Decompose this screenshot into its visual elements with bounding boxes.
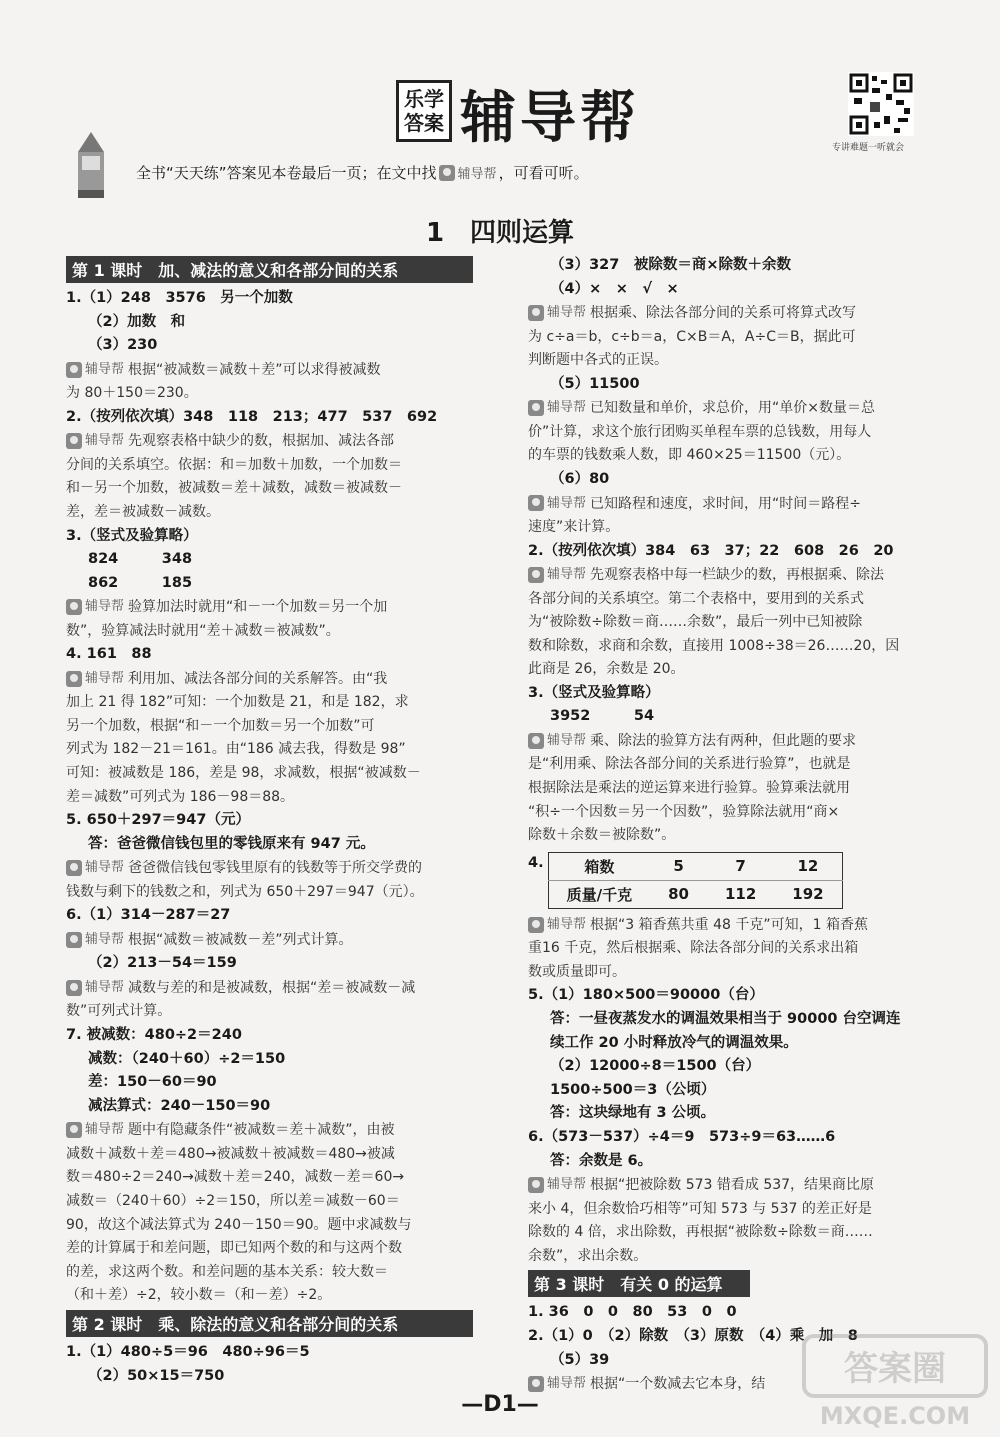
svg-text:MXQE.COM: MXQE.COM [819,1402,971,1430]
line-text: 减数与差的和是被减数，根据“差＝被减数－减 [128,979,416,996]
helper-badge-label: 辅导帮 [547,1177,587,1193]
helper-badge[interactable] [439,163,497,182]
notice [136,162,589,183]
line-text: 3.（竖式及验算略） [66,527,198,544]
line-text: 为 c÷a＝b，c÷b＝a，C×B＝A，A÷C＝B，据此可 [528,328,856,345]
helper-explanation-line [66,1000,501,1024]
line-text: （6）80 [550,470,610,487]
answer-line [66,1341,501,1365]
answer-line [528,278,958,302]
answer-line [66,809,501,833]
helper-explanation-line [528,1245,958,1269]
line-text: 根据“3 箱香蕉共重 48 千克”可知，1 箱香蕉 [590,916,868,933]
line-text: 余数”，求出余数。 [528,1247,648,1264]
answer-line [528,705,958,729]
line-text: 数和除数，求商和余数，直接用 1008÷38＝26……20，因 [528,637,900,654]
helper-explanation-line [528,937,958,961]
helper-explanation-line [66,1261,501,1285]
answer-line [66,548,501,572]
line-text: 分间的关系填空。依据：和＝加数＋加数，一个加数＝ [66,456,402,473]
chapter-title: 1 四则运算 [425,218,575,248]
helper-explanation-line [66,1190,501,1214]
answer-list [66,287,501,1308]
helper-explanation-line [528,913,958,937]
line-text: 6.（573－537）÷4＝9 573÷9＝63……6 [528,1128,836,1145]
headphone-icon [66,1122,82,1138]
line-text: 先观察表格中每一栏缺少的数，再根据乘、除法 [590,566,885,583]
helper-explanation-line [528,563,958,587]
helper-explanation-line [528,326,958,350]
helper-explanation-line [528,396,958,420]
line-text: 除数的 4 倍，求出除数，再根据“被除数÷除数＝商…… [528,1224,873,1241]
answer-line [66,952,501,976]
helper-badge-label: 辅导帮 [85,980,125,995]
line-text: （4）× × √ × [550,280,679,297]
headphone-icon [528,400,544,416]
answer-list [66,1341,501,1388]
line-text: 的车票的钱数乘人数，即 460×25＝11500（元）。 [528,447,851,464]
helper-badge-label: 辅导帮 [547,916,587,932]
line-text: 5. 650＋297＝947（元） [66,812,250,829]
helper-explanation-line [66,928,501,952]
line-text: 824 348 [88,551,193,568]
helper-explanation-line [66,856,501,880]
helper-badge[interactable] [66,928,124,952]
answer-table [548,852,843,909]
helper-explanation-line [528,1173,958,1197]
line-text: 90，故这个减法算式为 240－150＝90。题中求减数与 [66,1216,412,1233]
line-text: 差：150－60＝90 [88,1074,217,1091]
line-text: 数或质量即可。 [528,963,626,980]
line-text: 1.（1）480÷5＝96 480÷96＝5 [66,1343,310,1360]
helper-explanation-line [528,444,958,468]
pencil-icon [70,132,112,200]
answer-line [66,572,501,596]
line-text: 根据“把被除数 573 错看成 537，结果商比原 [590,1176,875,1193]
helper-explanation-line [66,1214,501,1238]
headphone-icon [528,917,544,933]
helper-explanation-line [528,421,958,445]
right-column [528,254,958,1397]
qr-caption: 专讲难题一听就会 [832,143,905,153]
line-text: 已知数量和单价，求总价，用“单价×数量＝总 [590,400,875,417]
table-cell: 12 [774,852,842,880]
helper-explanation-line [528,777,958,801]
logo-badge-top: 乐学 [404,87,444,111]
line-text: 列式为 182－21＝161。由“186 减去我，得数是 98” [66,741,406,758]
line-text: 答：这块绿地有 3 公顷。 [550,1105,716,1122]
answer-line [528,254,958,278]
helper-badge-label: 辅导帮 [547,733,587,749]
headphone-icon [66,980,82,996]
helper-explanation-line [528,658,958,682]
line-text: （3）327 被除数＝商×除数＋余数 [550,257,792,273]
line-text: 另一个加数，根据“和－一个加数＝另一个加数”可 [66,717,375,734]
helper-badge-label: 辅导帮 [547,1376,587,1392]
logo-badge-bottom: 答案 [404,111,444,135]
line-text: （2）加数 和 [88,313,186,330]
question-4 [528,852,958,909]
line-text: 根据乘、除法各部分间的关系可将算式改写 [590,304,857,321]
helper-explanation-line [66,454,501,478]
line-text: 为“被除数÷除数＝商……余数”，最后一列中已知被除 [528,614,863,631]
helper-explanation-line [528,1221,958,1245]
helper-explanation-line [528,729,958,753]
helper-badge-label: 辅导帮 [457,167,497,182]
table-cell: 箱数 [548,852,650,880]
line-text: （和＋差）÷2，较小数＝（和－差）÷2。 [66,1287,332,1304]
answer-line [66,1095,501,1119]
page-title: 辅导帮 [460,86,640,151]
line-text: “积÷一个因数＝另一个因数”，验算除法就用“商× [528,803,840,820]
helper-explanation-line [66,881,501,905]
answer-line [66,1365,501,1389]
helper-explanation-line [528,588,958,612]
qr-code-icon[interactable] [848,72,914,136]
table-cell: 质量/千克 [566,885,633,904]
answer-line [528,1055,958,1079]
answer-list [528,254,958,848]
line-text: 减数＋减数＋差＝480→被减数＋被减数＝480→被减 [66,1145,395,1162]
helper-badge[interactable] [528,1173,586,1197]
line-text: 2.（1）0 （2）除数 （3）原数 （4）乘 加 8 [528,1327,858,1344]
line-text: 先观察表格中缺少的数，根据加、减法各部 [128,433,395,450]
line-text: 数＝480÷2＝240→减数＋差＝240，减数－差＝60→ [66,1169,405,1186]
helper-badge-label: 辅导帮 [85,361,125,377]
line-text: （3）230 [88,337,158,354]
helper-badge[interactable] [66,595,124,619]
table-row [548,852,842,880]
helper-badge[interactable] [528,301,586,325]
answer-line [528,1008,958,1032]
helper-badge-label: 辅导帮 [85,1122,125,1138]
line-text: 根据“被减数＝减数＋差”可以求得被减数 [128,361,381,378]
line-text: 差的计算属于和差问题，即已知两个数的和与这两个数 [66,1240,402,1257]
helper-explanation-line [66,1284,501,1308]
line-text: 利用加、减法各部分间的关系解答。由“我 [128,670,388,687]
line-text: 1500÷500＝3（公顷） [550,1081,716,1098]
helper-explanation-line [66,691,501,715]
line-text: 是“利用乘、除法各部分间的关系进行验算”，也就是 [528,756,851,773]
headphone-icon [66,362,82,378]
table-row [548,880,842,908]
helper-explanation-line [528,824,958,848]
line-text: （5）11500 [550,375,640,392]
helper-badge-label: 辅导帮 [547,305,587,321]
line-text: 1. 36 0 0 80 53 0 0 [528,1304,737,1321]
line-text: 答：爸爸微信钱包里的零钱原来有 947 元。 [88,835,375,852]
answer-line [66,1048,501,1072]
answer-line [528,1102,958,1126]
helper-explanation-line [66,477,501,501]
helper-badge[interactable] [528,396,586,420]
helper-badge[interactable] [528,563,586,587]
logo-badge [396,80,452,142]
table-cell: 5 [650,852,707,880]
line-text: 续工作 20 小时释放冷气的调温效果。 [550,1034,798,1051]
answer-line [66,833,501,857]
line-text: 题中有隐藏条件“被减数＝差＋减数”，由被 [128,1122,395,1139]
line-text: 1.（1）248 3576 另一个加数 [66,290,293,306]
helper-badge-label: 辅导帮 [85,932,125,948]
answer-line [66,643,501,667]
left-column [66,254,501,1388]
helper-explanation-line [66,762,501,786]
helper-explanation-line [528,516,958,540]
answer-line [528,682,958,706]
line-text: 减法算式：240－150＝90 [88,1097,271,1114]
helper-explanation-line [66,976,501,1000]
helper-explanation-line [528,801,958,825]
helper-explanation-line [528,349,958,373]
line-text: 差，差＝被减数－减数。 [66,503,220,520]
table-cell: 7 [707,852,774,880]
helper-explanation-line [66,1166,501,1190]
helper-explanation-line [528,635,958,659]
headphone-icon [66,671,82,687]
line-text: 2.（按列依次填）384 63 37；22 608 26 20 [528,542,894,559]
helper-explanation-line [66,667,501,691]
line-text: 钱数与剩下的钱数之和，列式为 650＋297＝947（元）。 [66,883,424,900]
helper-explanation-line [66,1237,501,1261]
line-text: 862 185 [88,574,193,591]
helper-explanation-line [66,620,501,644]
page-number: —D1— [461,1392,539,1417]
answer-line [528,1150,958,1174]
svg-text:答案圈: 答案圈 [844,1349,946,1389]
notice-text-before: 全书“天天练”答案见本卷最后一页；在文中找 [136,164,437,182]
helper-explanation-line [528,753,958,777]
helper-explanation-line [66,1118,501,1142]
helper-explanation-line [66,358,501,382]
line-text: 价”计算，求这个旅行团购买单程车票的总钱数，用每人 [528,423,872,440]
line-text: 重16 千克，然后根据乘、除法各部分间的关系求出箱 [528,940,859,957]
headphone-icon [528,567,544,583]
headphone-icon [528,495,544,511]
line-text: 除数＋余数＝被除数”。 [528,827,676,844]
answer-line [528,984,958,1008]
helper-explanation-line [528,492,958,516]
helper-badge[interactable] [66,429,124,453]
line-text: 来小 4，但余数恰巧相等”可知 573 与 537 的差正好是 [528,1200,872,1217]
helper-badge-label: 辅导帮 [85,670,125,686]
line-text: 的差，求这两个数。和差问题的基本关系：较大数＝ [66,1263,388,1280]
helper-badge[interactable] [66,667,124,691]
line-text: 6.（1）314－287＝27 [66,907,231,924]
answer-line [66,1024,501,1048]
answer-line [66,311,501,335]
answer-line [66,1071,501,1095]
line-text: 5.（1）180×500＝90000（台） [528,987,764,1004]
line-text: 减数：（240＋60）÷2＝150 [88,1050,286,1067]
helper-badge[interactable] [66,358,124,382]
helper-explanation-line [66,501,501,525]
line-text: （2）50×15＝750 [88,1367,225,1384]
notice-text-after: ，可看可听。 [498,164,589,182]
helper-explanation-line [66,595,501,619]
helper-explanation-line [66,1143,501,1167]
line-text: 此商是 26，余数是 20。 [528,661,685,678]
answer-line [66,287,501,311]
headphone-icon [66,932,82,948]
line-text: 答：余数是 6。 [550,1152,653,1169]
helper-badge[interactable] [528,492,586,516]
line-text: 加上 21 得 182”可知：一个加数是 21，和是 182，求 [66,694,409,711]
helper-explanation-line [66,429,501,453]
answer-line [528,373,958,397]
line-text: 爸爸微信钱包零钱里原有的钱数等于所交学费的 [128,860,423,877]
line-text: 3.（竖式及验算略） [528,684,660,701]
helper-explanation-line [66,786,501,810]
helper-badge-label: 辅导帮 [547,495,587,511]
line-text: 判断题中各式的正误。 [528,352,668,369]
helper-badge[interactable] [66,856,124,880]
answer-line [66,525,501,549]
line-text: 根据除法是乘法的逆运算来进行验算。验算乘法就用 [528,780,850,797]
line-text: 减数＝（240＋60）÷2＝150，所以差＝减数－60＝ [66,1192,400,1209]
line-text: 根据“减数＝被减数－差”列式计算。 [128,931,353,948]
helper-explanation-line [66,715,501,739]
helper-badge[interactable] [66,1118,124,1142]
headphone-icon [528,305,544,321]
helper-badge-label: 辅导帮 [547,567,587,583]
lesson-heading: 第 2 课时 乘、除法的意义和各部分间的关系 [66,1310,473,1337]
headphone-icon [66,599,82,615]
line-text: 答：一昼夜蒸发水的调温效果相当于 90000 台空调连 [550,1011,901,1027]
lesson-heading: 第 1 课时 加、减法的意义和各部分间的关系 [66,256,473,283]
helper-badge-label: 辅导帮 [85,433,125,449]
line-text: 根据“一个数减去它本身，结 [590,1375,766,1392]
answer-line [528,1079,958,1103]
line-text: 乘、除法的验算方法有两种，但此题的要求 [590,732,857,749]
headphone-icon [528,733,544,749]
helper-badge[interactable] [528,729,586,753]
answer-line [528,540,958,564]
watermark-logo [800,1332,990,1432]
line-text: 差＝减数”可列式为 186－98＝88。 [66,788,295,805]
helper-explanation-line [528,611,958,635]
headphone-icon [66,433,82,449]
line-text: 速度”来计算。 [528,518,620,535]
headphone-icon [66,860,82,876]
helper-badge[interactable] [528,913,586,937]
table-cell: 192 [792,885,824,904]
line-text: （2）12000÷8＝1500（台） [550,1058,761,1075]
line-text: 和－另一个加数，被减数＝差＋减数，减数＝被减数－ [66,480,402,497]
headphone-icon [528,1376,544,1392]
helper-explanation-line [528,961,958,985]
answer-line [528,1301,958,1325]
helper-badge[interactable] [66,976,124,1000]
line-text: 数”，验算减法时就用“差＋减数＝被减数”。 [66,622,340,639]
line-text: 4. 161 88 [66,646,152,663]
line-text: 7. 被减数：480÷2＝240 [66,1026,242,1043]
helper-explanation-line [66,738,501,762]
line-text: （5）39 [550,1351,610,1368]
line-text: 各部分间的关系填空。第二个表格中，要用到的关系式 [528,590,864,607]
line-text: 数”可列式计算。 [66,1003,172,1020]
line-text: 验算加法时就用“和－一个加数＝另一个加 [128,599,388,616]
question-number: 4. [528,854,544,871]
line-text: 3952 54 [550,708,655,725]
line-text: 为 80＋150＝230。 [66,385,198,402]
helper-explanation-line [528,301,958,325]
helper-badge-label: 辅导帮 [85,860,125,876]
table-cell: 80 [668,885,689,904]
answer-line [528,1032,958,1056]
headphone-icon [439,165,455,181]
answer-line [528,468,958,492]
helper-badge-label: 辅导帮 [85,599,125,615]
line-text: （2）213－54＝159 [88,955,237,972]
line-text: 2.（按列依次填）348 118 213；477 537 692 [66,408,438,425]
helper-explanation-line [66,382,501,406]
answer-list [528,913,958,1269]
line-text: 已知路程和速度，求时间，用“时间＝路程÷ [590,495,861,512]
line-text: 可知：被减数是 186，差是 98，求减数，根据“被减数－ [66,765,421,782]
headphone-icon [528,1177,544,1193]
lesson-heading: 第 3 课时 有关 0 的运算 [528,1270,750,1297]
answer-line [528,1126,958,1150]
answer-line [66,904,501,928]
table-cell: 112 [724,885,757,904]
answer-line [66,334,501,358]
helper-badge-label: 辅导帮 [547,400,587,416]
helper-explanation-line [528,1198,958,1222]
answer-line [66,406,501,430]
